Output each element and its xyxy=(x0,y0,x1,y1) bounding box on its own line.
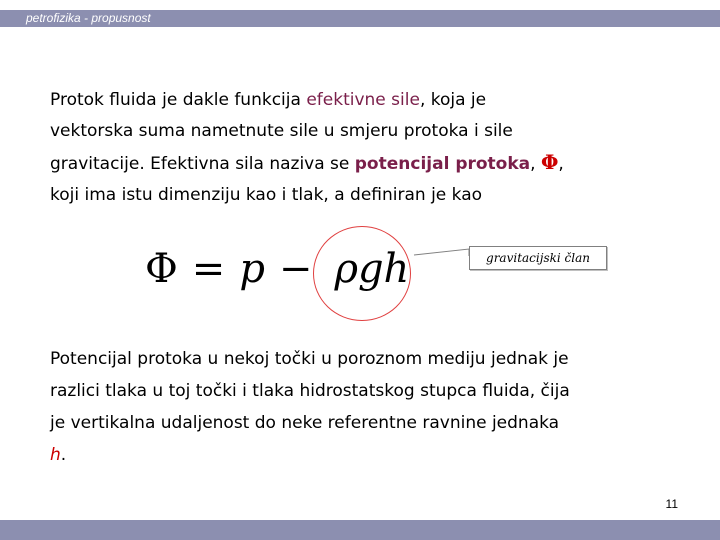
text-run: . xyxy=(60,445,67,465)
paragraph-line: Potencijal protoka u nekoj točki u poroznom mediju jednak je xyxy=(50,349,569,369)
text-run: gravitacije. Efektivna sila naziva se xyxy=(50,154,355,174)
height-variable: h xyxy=(50,445,61,465)
equation-gravity-term: ρgh xyxy=(334,246,410,292)
footer-bar xyxy=(0,520,720,540)
paragraph-line xyxy=(50,439,690,471)
slide-header-title: petrofizika - propusnost xyxy=(26,11,151,25)
highlight-flow-potential: potencijal protoka xyxy=(354,154,531,174)
text-run: , xyxy=(530,154,541,174)
equation-equals: = xyxy=(191,246,226,292)
phi-symbol: Φ xyxy=(540,150,559,174)
paragraph-line: razlici tlaka u toj točki i tlaka hidrostatskog stupca fluida, čija xyxy=(50,381,570,401)
paragraph-line: je vertikalna udaljenost do neke referentne ravnine jednaka xyxy=(50,413,560,433)
highlight-effective-force: efektivne sile xyxy=(306,90,420,110)
paragraph-line: vektorska suma nametnute sile u smjeru protoka i sile xyxy=(50,121,513,141)
paragraph-explanation xyxy=(50,343,690,471)
equation-pressure: p xyxy=(239,246,265,292)
gravity-term-callout: gravitacijski član xyxy=(469,246,607,270)
text-run: , xyxy=(558,154,564,174)
text-run: Protok fluida je dakle funkcija xyxy=(50,90,307,110)
paragraph-line: koji ima istu dimenziju kao i tlak, a definiran je kao xyxy=(50,185,483,205)
page-number: 11 xyxy=(665,497,678,511)
text-run: , koja je xyxy=(419,90,487,110)
callout-leader-line xyxy=(414,249,469,256)
equation-minus: − xyxy=(278,246,313,292)
equation-lhs: Φ xyxy=(145,246,178,292)
